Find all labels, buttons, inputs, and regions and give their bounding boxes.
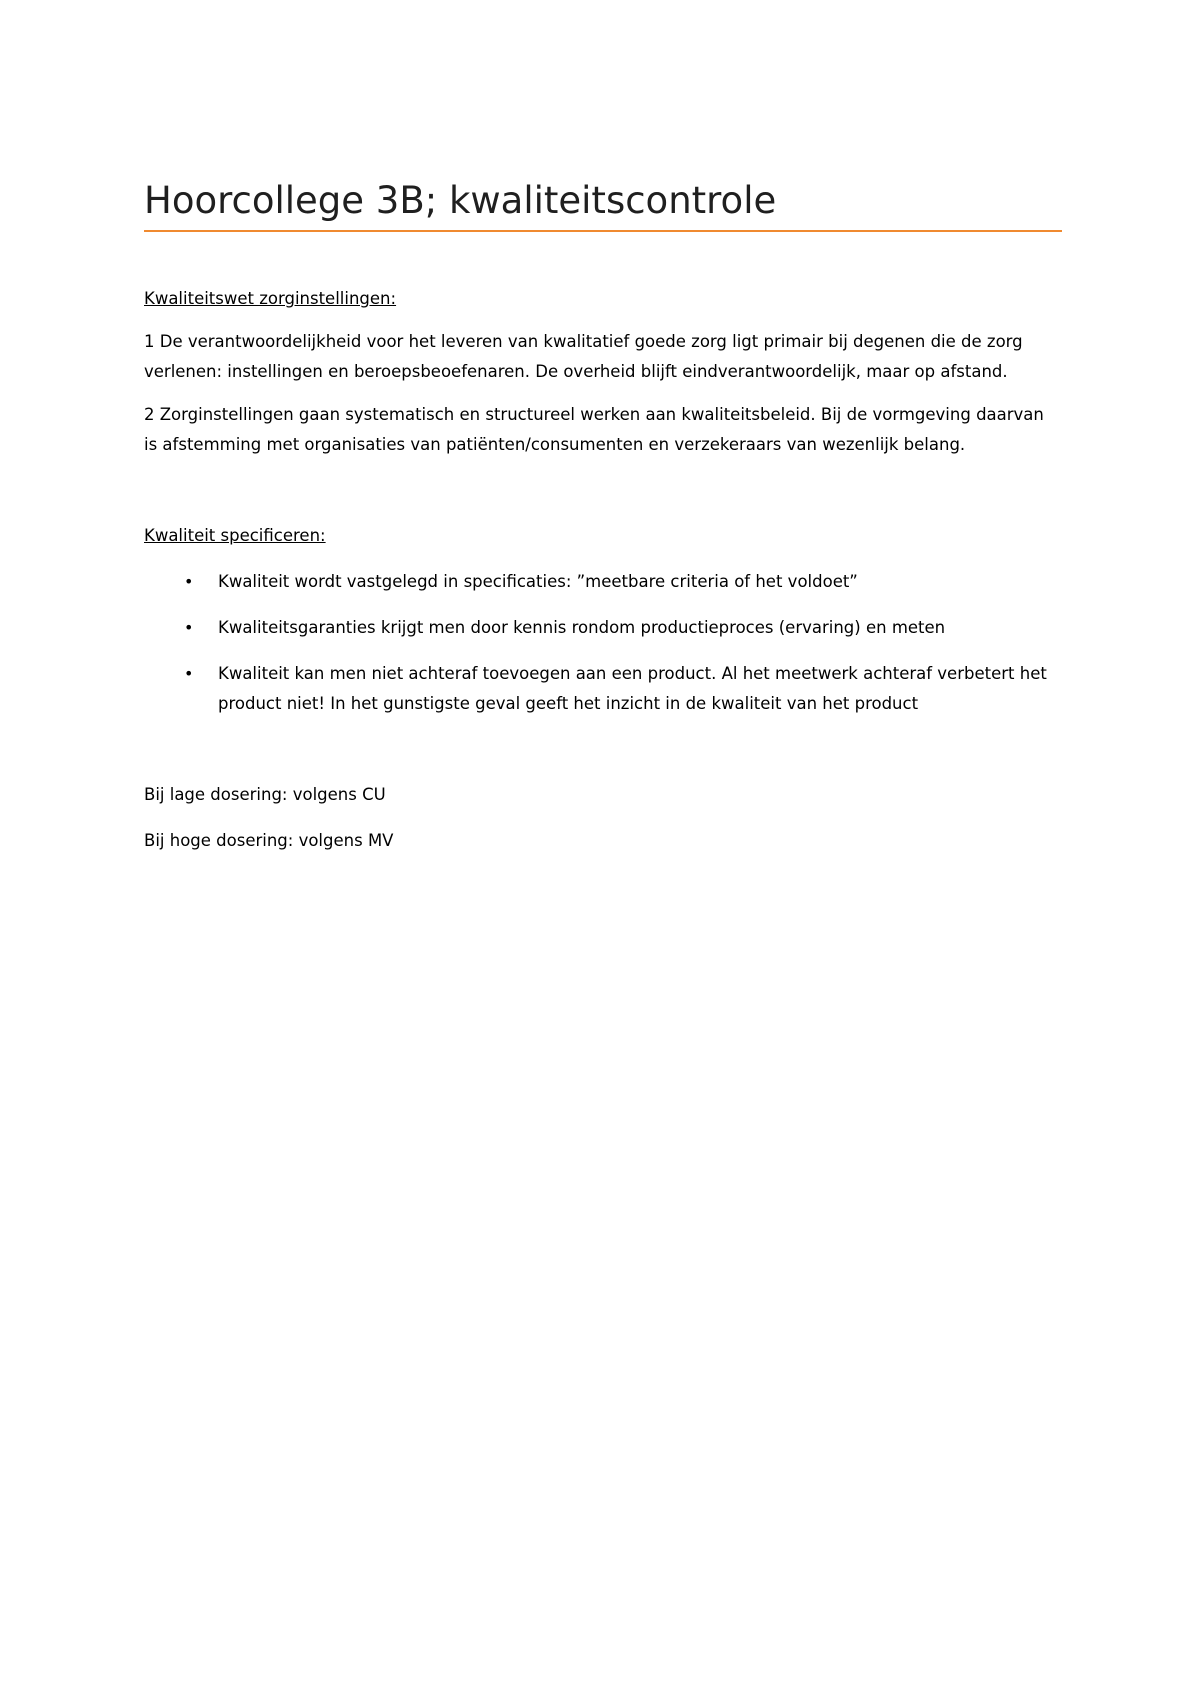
paragraph-1: 1 De verantwoordelijkheid voor het leveren van kwalitatief goede zorg ligt primair bij degenen die de zorg verlenen: instellingen en beroepsbeoefenaren. De overheid blijft eindverantwoordelijk, maar op afstand. — [144, 332, 1023, 381]
bullet-icon: • — [184, 618, 194, 637]
list-item — [144, 613, 1062, 643]
list-item — [144, 567, 1062, 597]
document-body — [144, 178, 1062, 856]
list-item-text: Kwaliteit kan men niet achteraf toevoegen aan een product. Al het meetwerk achteraf verbetert het product niet! In het gunstigste geval geeft het inzicht in de kwaliteit van het product — [218, 664, 1047, 713]
list-item-text: Kwaliteitsgaranties krijgt men door kennis rondom productieproces (ervaring) en meten — [218, 618, 946, 637]
section-heading-kwaliteitswet: Kwaliteitswet zorginstellingen: — [144, 289, 397, 308]
list-item-text: Kwaliteit wordt vastgelegd in specificaties: ”meetbare criteria of het voldoet” — [218, 572, 858, 591]
section-heading-kwaliteit-specificeren: Kwaliteit specificeren: — [144, 526, 326, 545]
note-hoge-dosering: Bij hoge dosering: volgens MV — [144, 831, 394, 850]
note-lage-dosering: Bij lage dosering: volgens CU — [144, 785, 386, 804]
bullet-icon: • — [184, 572, 194, 591]
bullet-icon: • — [184, 664, 194, 683]
title-underline-rule — [144, 230, 1062, 232]
bullet-list — [144, 567, 1062, 719]
paragraph-2: 2 Zorginstellingen gaan systematisch en structureel werken aan kwaliteitsbeleid. Bij de vormgeving daarvan is afstemming met organisaties van patiënten/consumenten en verzekeraars van wezenlijk belang. — [144, 405, 1044, 454]
list-item — [144, 659, 1062, 719]
document-title: Hoorcollege 3B; kwaliteitscontrole — [144, 179, 777, 222]
